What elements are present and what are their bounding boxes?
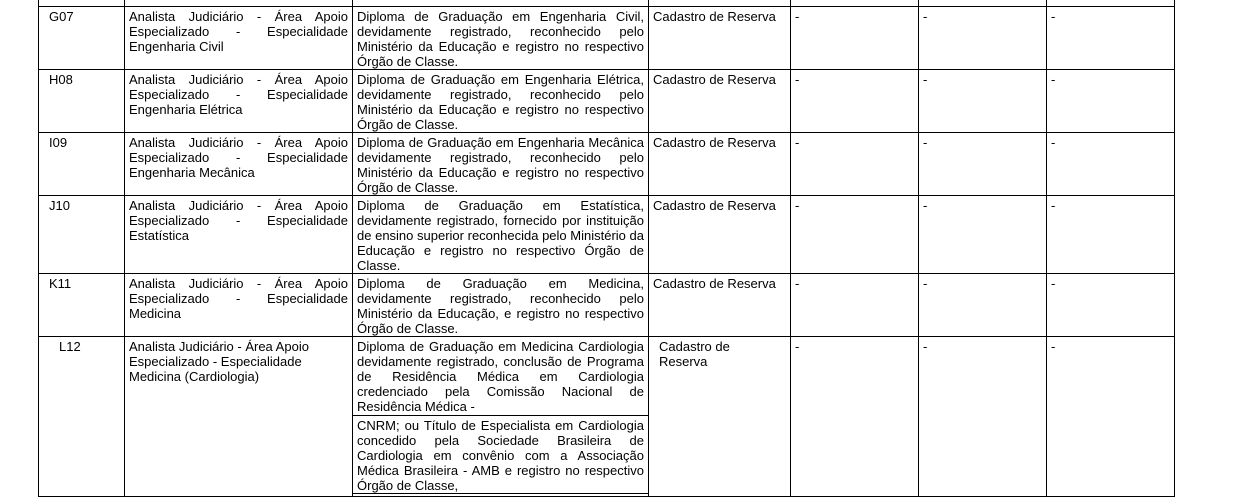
table-row (39, 70, 1175, 133)
position-requirement: Diploma de Graduação em Medicina Cardiologia devidamente registrado, conclusão de Programa de Residência Médica em Cardiologia credenciado pela Comissão Nacional de Residência Médica - (353, 337, 648, 416)
table-row (39, 7, 1175, 70)
position-role: Analista Judiciário - Área Apoio Especializado - Especialidade Medicina (125, 274, 353, 337)
position-status: Cadastro de Reserva (649, 70, 791, 133)
position-code: H08 (39, 70, 125, 133)
position-requirement: Diploma de Graduação em Medicina, devidamente registrado, reconhecido pelo Ministério da Educação, e registro no respectivo Órgão de Classe. (353, 274, 649, 337)
position-status: Cadastro de Reserva (649, 7, 791, 70)
position-role: Analista Judiciário - Área Apoio Especializado - Especialidade Estatística (125, 196, 353, 274)
position-col7: - (1047, 7, 1175, 70)
position-col6: - (919, 70, 1047, 133)
position-col5: - (791, 196, 919, 274)
position-status: Cadastro de Reserva (649, 133, 791, 196)
position-col5: - (791, 7, 919, 70)
position-code: K11 (39, 274, 125, 337)
position-col7: - (1047, 70, 1175, 133)
position-role: Analista Judiciário - Área Apoio Especializado - Especialidade Engenharia Mecânica (125, 133, 353, 196)
position-requirement: Diploma de Graduação em Engenharia Elétrica, devidamente registrado, reconhecido pelo Ministério da Educação e registro no respectivo Órgão de Classe. (353, 70, 649, 133)
position-col5: - (791, 274, 919, 337)
position-requirement: Diploma de Graduação em Engenharia Mecânica devidamente registrado, reconhecido pelo Ministério da Educação e registro no respectivo Órgão de Classe. (353, 133, 649, 196)
position-requirement: Diploma de Graduação em Engenharia Civil, devidamente registrado, reconhecido pelo Ministério da Educação e registro no respectivo Órgão de Classe. (353, 7, 649, 70)
table-row (39, 133, 1175, 196)
position-role: Analista Judiciário - Área Apoio Especializado - Especialidade Engenharia Elétrica (125, 70, 353, 133)
position-col6: - (919, 133, 1047, 196)
position-col5: - (791, 133, 919, 196)
position-col5: - (791, 70, 919, 133)
position-role: Analista Judiciário - Área Apoio Especializado - Especialidade Engenharia Civil (125, 7, 353, 70)
position-requirement: Diploma de Graduação em Estatística, devidamente registrado, fornecido por instituição de ensino superior reconhecida pelo Ministério da Educação e registro no respectivo Órgão de Classe. (353, 196, 649, 274)
position-role: Analista Judiciário - Área Apoio Especializado - Especialidade Medicina (Cardiologia) (125, 337, 353, 497)
position-status: Cadastro de Reserva (649, 196, 791, 274)
positions-table (38, 0, 1175, 497)
table-row (39, 274, 1175, 337)
position-code: L12 (39, 337, 125, 497)
position-col7: - (1047, 337, 1175, 497)
table-row (39, 196, 1175, 274)
position-col5: - (791, 337, 919, 497)
table-row (39, 337, 1175, 497)
position-col7: - (1047, 196, 1175, 274)
position-status: Cadastro de Reserva (649, 337, 791, 497)
position-code: G07 (39, 7, 125, 70)
position-code: I09 (39, 133, 125, 196)
position-status: Cadastro de Reserva (649, 274, 791, 337)
position-col7: - (1047, 133, 1175, 196)
position-col6: - (919, 274, 1047, 337)
position-requirement-continued: CNRM; ou Título de Especialista em Cardiologia concedido pela Sociedade Brasileira de Cardiologia em convênio com a Associação Médica Brasileira - AMB e registro no respectivo Órgão de Classe, (353, 416, 648, 494)
position-col6: - (919, 337, 1047, 497)
position-col6: - (919, 7, 1047, 70)
position-col6: - (919, 196, 1047, 274)
position-col7: - (1047, 274, 1175, 337)
position-code: J10 (39, 196, 125, 274)
